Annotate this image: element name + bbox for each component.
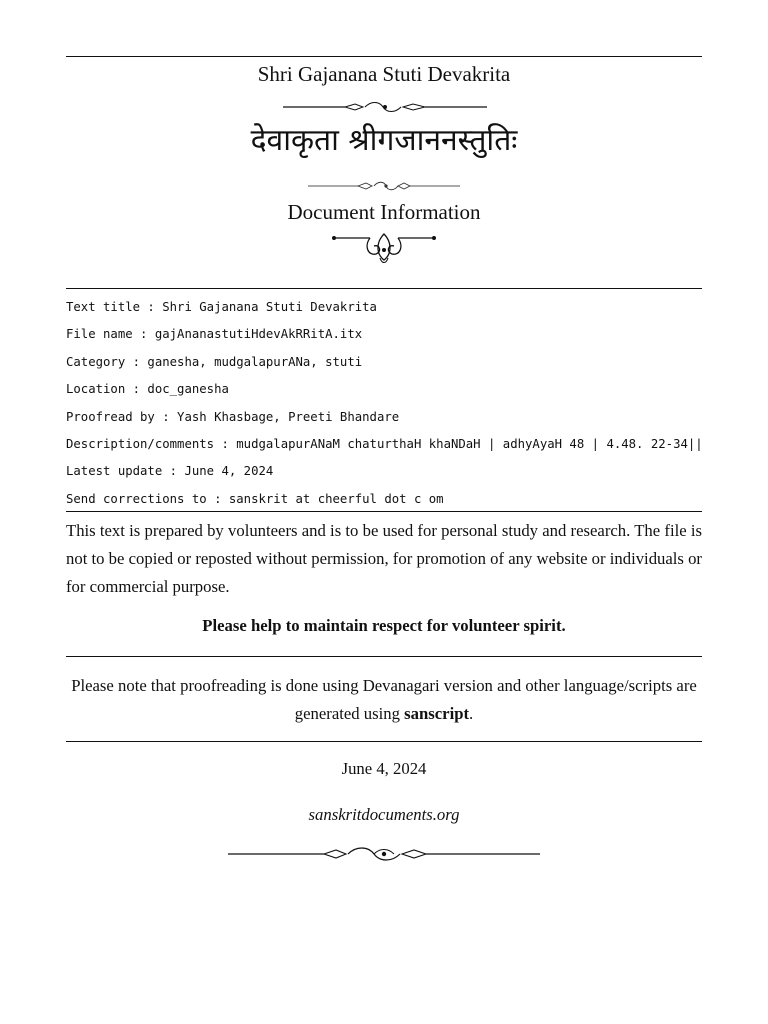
- metadata-latest-update: Latest update : June 4, 2024: [66, 464, 274, 479]
- metadata-description: Description/comments : mudgalapurANaM chaturthaH khaNDaH | adhyAyaH 48 | 4.48. 22-34||: [66, 436, 703, 451]
- volunteer-spirit-note: Please help to maintain respect for volunteer spirit.: [202, 616, 566, 635]
- title-english: Shri Gajanana Stuti Devakrita: [257, 62, 511, 86]
- proofreading-note-end: .: [469, 704, 474, 723]
- ornament-divider-icon: [283, 100, 487, 114]
- footer-date: June 4, 2024: [341, 759, 427, 778]
- metadata-bottom-rule: [66, 511, 702, 512]
- top-rule: [66, 56, 702, 57]
- sanscript-label: sanscript: [404, 704, 470, 723]
- notice-rule: [66, 656, 702, 657]
- proofreading-note: [66, 672, 702, 728]
- ornament-divider-small-icon: [308, 180, 460, 192]
- section-title: Document Information: [287, 200, 481, 224]
- footer-ornament-icon: [228, 846, 540, 862]
- metadata-file-name: File name : gajAnanastutiHdevAkRRitA.itx: [66, 327, 363, 342]
- title-devanagari: देवाकृता श्रीगजाननस्तुतिः: [250, 123, 518, 158]
- usage-notice-paragraph: This text is prepared by volunteers and is to be used for personal study and research. The file is not to be copied or reposted without permission, for promotion of any website or individuals or for commercial purpose.: [66, 521, 702, 596]
- metadata-proofread-by: Proofread by : Yash Khasbage, Preeti Bhandare: [66, 409, 400, 424]
- metadata-location: Location : doc_ganesha: [66, 382, 229, 397]
- metadata-category: Category : ganesha, mudgalapurANa, stuti: [66, 354, 363, 369]
- metadata-text-title: Text title : Shri Gajanana Stuti Devakrita: [66, 300, 377, 314]
- proofreading-note-text: Please note that proofreading is done using Devanagari version and other language/scripts are generated using: [71, 676, 697, 723]
- metadata-list: [66, 294, 706, 513]
- footer-rule: [66, 741, 702, 742]
- footer-site: sanskritdocuments.org: [308, 805, 460, 824]
- metadata-top-rule: [66, 288, 702, 289]
- flourish-ornament-icon: [330, 228, 438, 266]
- metadata-send-corrections: Send corrections to : sanskrit at cheerful dot c om: [66, 491, 444, 506]
